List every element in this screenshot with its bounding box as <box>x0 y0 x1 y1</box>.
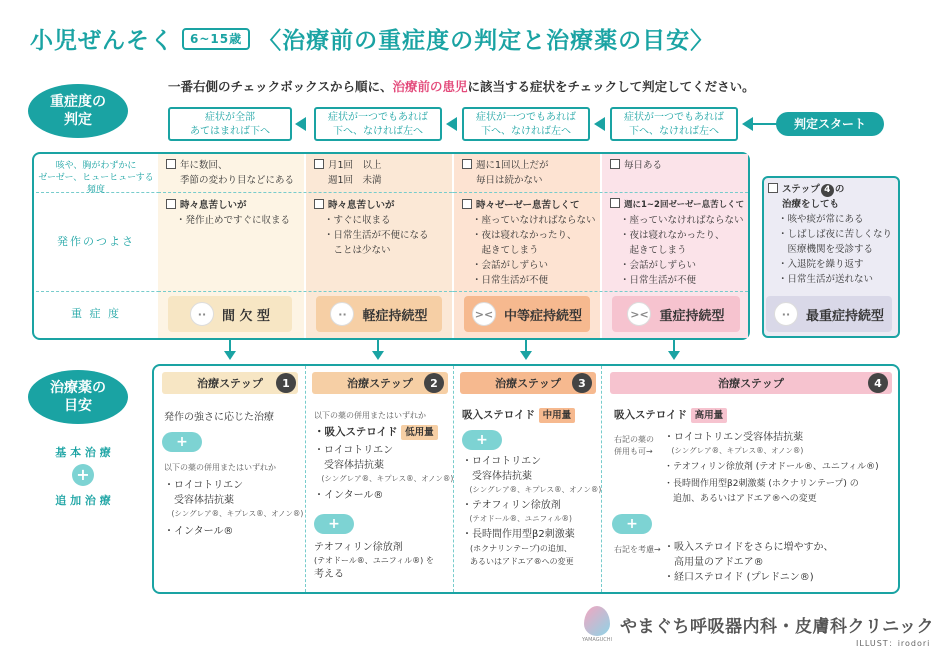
plus-icon: + <box>314 514 354 534</box>
step3-item-note: (テオドール®、ユニフィル®) <box>462 514 572 523</box>
col2-frequency <box>314 158 450 188</box>
face-icon: >< <box>472 302 496 326</box>
col5-head-pre: ステップ <box>782 184 820 195</box>
drop-logo-icon <box>584 606 610 636</box>
step2-item1 <box>314 425 438 440</box>
col2-bullet: ことは少ない <box>324 245 391 256</box>
checkbox[interactable] <box>314 159 324 169</box>
step2-item: ・ロイコトリエン <box>314 445 394 456</box>
col3-freq-line1: 週に1回以上だが <box>476 160 549 171</box>
step2-item-note: (シングレア®、キプレス®、オノン®) <box>314 474 454 483</box>
step4-consider-line: ・吸入ステロイドをさらに増やすか、 <box>664 542 834 553</box>
checkbox[interactable] <box>166 199 176 209</box>
checkbox[interactable] <box>462 199 472 209</box>
instruction-highlight: 治療前の患児 <box>392 79 468 94</box>
severity-pill-3 <box>464 296 590 332</box>
severity-label: 最重症持続型 <box>805 308 884 324</box>
step2-intro: 以下の薬の併用またはいずれか <box>314 411 426 420</box>
checkbox-row[interactable] <box>314 158 450 173</box>
checkbox[interactable] <box>314 199 324 209</box>
step1-list <box>164 478 304 539</box>
step4-consider <box>664 540 894 585</box>
step2-add-line: (テオドール®、ユニフィル®) を <box>314 556 434 565</box>
col5-bullet: ・咳や痰が常にある <box>778 214 864 225</box>
checkbox[interactable] <box>610 198 620 208</box>
checkbox-row[interactable] <box>166 198 302 213</box>
title-main: 小児ぜんそく <box>30 28 174 54</box>
step3-item1 <box>462 408 575 423</box>
severity-label: 重症持続型 <box>659 308 725 324</box>
col4-freq-line1: 毎日ある <box>624 160 663 171</box>
step4-item1 <box>614 408 727 423</box>
step4-side-note: 右記を考慮→ <box>614 545 661 554</box>
col1-freq-line2: 季節の変わり目などにある <box>180 175 295 186</box>
step2-add-line: テオフィリン徐放剤 <box>314 542 403 553</box>
dose-tag: 低用量 <box>401 425 438 440</box>
step-number: 1 <box>276 373 296 393</box>
step4-list <box>664 430 894 507</box>
checkbox[interactable] <box>166 159 176 169</box>
instruction-pre: 一番右側のチェックボックスから順に、 <box>168 79 393 94</box>
step4-item1-text: 吸入ステロイド <box>614 409 687 421</box>
col5-bullet: 医療機関を受診する <box>778 244 874 255</box>
checkbox[interactable] <box>768 183 778 193</box>
checkbox[interactable] <box>462 159 472 169</box>
checkbox-row[interactable] <box>768 182 898 197</box>
col5-head-post: の <box>834 184 845 195</box>
flow-box-1: 症状が全部 あてはまれば下へ <box>168 107 292 141</box>
step4-item-note: (シングレア®、キプレス®、オノン®) <box>664 446 804 455</box>
down-arrow-icon <box>224 351 236 360</box>
instruction-post: に該当する症状をチェックして判定してください。 <box>467 79 755 94</box>
step-number: 4 <box>868 373 888 393</box>
down-arrow-icon <box>668 351 680 360</box>
step1-item: 受容体拮抗薬 <box>164 495 234 506</box>
step2-list <box>314 443 454 503</box>
illust-credit: ILLUST：irodori <box>856 639 931 648</box>
step-header-4 <box>610 372 892 394</box>
flow-arrow-icon <box>446 117 457 131</box>
checkbox[interactable] <box>610 159 620 169</box>
col3-freq-line2: 毎日は続かない <box>476 175 543 186</box>
col4-bullet: ・会話がしずらい <box>620 260 697 271</box>
col1-freq-line1: 年に数回、 <box>180 160 228 171</box>
col3-bullet: ・夜は寝れなかったり、 <box>472 230 577 241</box>
col3-frequency <box>462 158 598 188</box>
severity-pill-1 <box>168 296 292 332</box>
col3-bullet: ・会話がしずらい <box>472 260 549 271</box>
flow-box-2: 症状が一つでもあれば 下へ、なければ左へ <box>314 107 442 141</box>
severity-pill-2 <box>316 296 442 332</box>
step1-item: ・ロイコトリエン <box>164 480 244 491</box>
logo-text: YAMAGUCHI <box>582 637 612 643</box>
step1-item-note: (シングレア®、キプレス®、オノン®) <box>164 509 304 518</box>
col2-freq-line1: 月1回 以上 <box>328 160 382 171</box>
col2-freq-line2: 週1回 未満 <box>328 175 382 186</box>
col2-intensity <box>314 198 450 258</box>
col5-head2: 治療をしても <box>782 199 840 210</box>
flow-connector <box>752 123 778 125</box>
severity-pill-5 <box>766 296 892 332</box>
plus-icon: + <box>162 432 202 452</box>
face-icon: ·· <box>190 302 214 326</box>
checkbox-row[interactable] <box>610 158 746 173</box>
step1-basic: 発作の強さに応じた治療 <box>164 412 274 423</box>
col5-bullet: ・入退院を繰り返す <box>778 259 864 270</box>
step-number: 2 <box>424 373 444 393</box>
step3-item1-text: 吸入ステロイド <box>462 409 535 421</box>
treatment-oval: 治療薬の 目安 <box>28 370 128 424</box>
instruction-text <box>168 77 755 95</box>
checkbox-row[interactable] <box>462 198 598 213</box>
col4-intensity <box>610 198 748 288</box>
col3-intensity <box>462 198 598 288</box>
plus-icon: + <box>462 430 502 450</box>
step3-item-note: (シングレア®、キプレス®、オノン®) <box>462 485 602 494</box>
row-label-intensity: 発作のつよさ <box>57 235 135 248</box>
step4-item: ・テオフィリン徐放剤 (テオドール®、ユニフィル®) <box>664 462 879 472</box>
row-divider <box>158 192 748 193</box>
title-sub: 〈治療前の重症度の判定と治療薬の目安〉 <box>258 28 715 54</box>
col5-intensity <box>768 182 898 287</box>
step3-item-note: (ホクナリンテープ)の追加、 <box>462 544 572 553</box>
col2-bullet: ・すぐに収まる <box>324 215 391 226</box>
down-arrow-icon <box>372 351 384 360</box>
row-label-frequency: 咳や、胸がわずかに ゼーゼー、ヒューヒューする頻度 <box>38 161 154 195</box>
severity-oval: 重症度の 判定 <box>28 84 128 138</box>
col2-bullet: ・日常生活が不便になる <box>324 230 429 241</box>
step3-item-note: あるいはアドエア®への変更 <box>462 557 574 566</box>
checkbox-row[interactable] <box>610 198 748 213</box>
plus-icon: + <box>612 514 652 534</box>
col4-bullet: ・座っていなければならない <box>620 215 744 226</box>
down-arrow-icon <box>520 351 532 360</box>
severity-label: 中等症持続型 <box>503 308 582 324</box>
step2-item: ・インタール® <box>314 490 384 501</box>
severity-pill-4 <box>612 296 740 332</box>
col3-bullet: 起きてしまう <box>472 245 539 256</box>
col4-bullet: 起きてしまう <box>620 245 687 256</box>
step4-item: ・長時間作用型β2刺激薬 (ホクナリンテープ) の <box>664 479 859 489</box>
checkbox-row[interactable] <box>314 198 450 213</box>
basic-label: 基 本 治 療 <box>55 446 111 459</box>
flow-box-4: 症状が一つでもあれば 下へ、なければ左へ <box>610 107 738 141</box>
step-number: 3 <box>572 373 592 393</box>
step3-item: ・テオフィリン徐放剤 <box>462 500 561 511</box>
step4-item: ・ロイコトリエン受容体拮抗薬 <box>664 432 804 443</box>
severity-label: 軽症持続型 <box>362 308 428 324</box>
col3-bullet: ・座っていなければならない <box>472 215 596 226</box>
flow-arrow-icon <box>594 117 605 131</box>
clinic-name: やまぐち呼吸器内科・皮膚科クリニック <box>620 617 934 637</box>
step-label: 治療ステップ <box>197 377 263 390</box>
row-divider <box>158 291 748 292</box>
plus-icon: + <box>72 464 94 486</box>
age-badge: 6~15歳 <box>182 28 250 50</box>
col-divider <box>305 366 306 592</box>
step3-list <box>462 454 602 568</box>
flow-arrow-icon <box>295 117 306 131</box>
logo-mark <box>582 606 612 643</box>
col4-bullet: ・日常生活が不便 <box>620 275 697 286</box>
flow-box-3: 症状が一つでもあれば 下へ、なければ左へ <box>462 107 590 141</box>
step-label: 治療ステップ <box>718 377 784 390</box>
face-icon: >< <box>627 302 651 326</box>
col5-bullet: ・しばしば夜に苦しくなり <box>778 229 893 240</box>
checkbox-row[interactable] <box>462 158 598 173</box>
step3-item: 受容体拮抗薬 <box>462 471 532 482</box>
step4-side-note: 右記の薬の 併用も可→ <box>614 435 654 456</box>
face-icon: ·· <box>774 302 798 326</box>
severity-label: 間 欠 型 <box>221 308 271 324</box>
dose-tag: 中用量 <box>539 408 576 423</box>
step-label: 治療ステップ <box>347 377 413 390</box>
checkbox-row[interactable] <box>166 158 302 173</box>
row-label-severity: 重 症 度 <box>71 307 121 320</box>
dose-tag: 高用量 <box>691 408 728 423</box>
start-pill: 判定スタート <box>776 112 884 136</box>
step3-item: ・ロイコトリエン <box>462 456 542 467</box>
col1-frequency <box>166 158 302 188</box>
additional-label: 追 加 治 療 <box>55 494 111 507</box>
step2-add-line: 考える <box>314 569 344 580</box>
step4-item: 追加、あるいはアドエア®への変更 <box>664 494 817 504</box>
step2-item: 受容体拮抗薬 <box>314 460 384 471</box>
step1-intro: 以下の薬の併用またはいずれか <box>164 463 276 472</box>
face-icon: ·· <box>330 302 354 326</box>
col3-bullet: ・日常生活が不便 <box>472 275 549 286</box>
col4-frequency <box>610 158 746 173</box>
step-ref-badge: 4 <box>821 184 834 197</box>
step4-consider-line: ・経口ステロイド (プレドニン®) <box>664 572 814 583</box>
col4-bullet: ・夜は寝れなかったり、 <box>620 230 725 241</box>
step2-add <box>314 540 454 582</box>
col2-head: 時々息苦しいが <box>328 200 395 211</box>
col4-head: 週に1~2回ゼーゼー息苦しくて <box>624 200 745 210</box>
col5-bullet: ・日常生活が送れない <box>778 274 874 285</box>
step3-item: ・長時間作用型β2刺激薬 <box>462 529 575 540</box>
col3-head: 時々ゼーゼー息苦しくて <box>476 200 580 211</box>
col1-head: 時々息苦しいが <box>180 200 247 211</box>
col1-bullet: ・発作止めですぐに収まる <box>176 215 291 226</box>
step-label: 治療ステップ <box>495 377 561 390</box>
step1-item: ・インタール® <box>164 526 234 537</box>
step2-item1-text: ・吸入ステロイド <box>314 426 398 438</box>
page-title <box>30 22 714 55</box>
step4-consider-line: 高用量のアドエア® <box>664 557 764 568</box>
col1-intensity <box>166 198 302 228</box>
